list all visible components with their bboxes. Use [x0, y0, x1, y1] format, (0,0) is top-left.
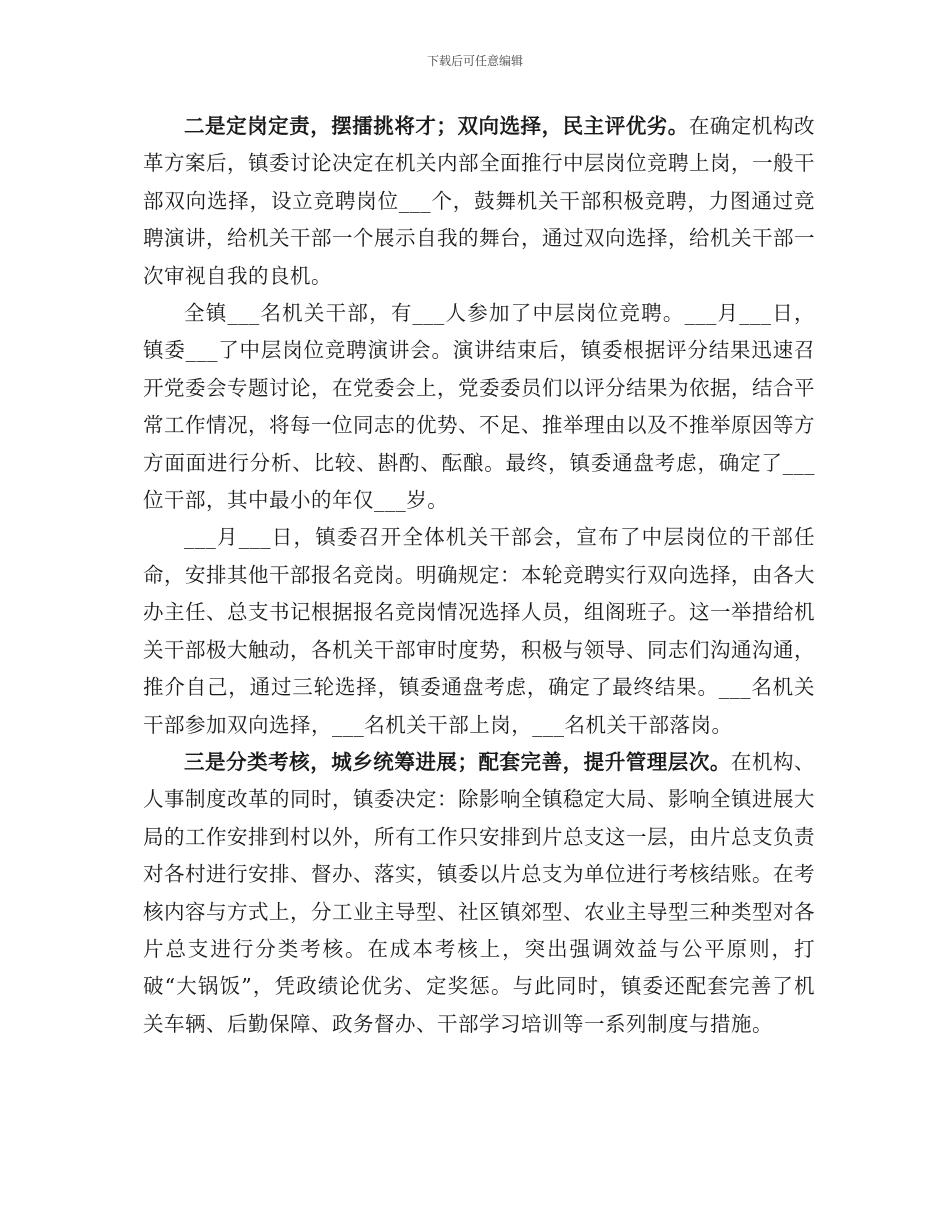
- paragraph-4-text: 在机构、人事制度改革的同时，镇委决定：除影响全镇稳定大局、影响全镇进展大局的工作安排到村以外，所有工作只安排到片总支这一层，由片总支负责对各村进行安排、督办、落实，镇委以片总支为单位进行考核结账。在考核内容与方式上，分工业主导型、社区镇郊型、农业主导型三种类型对各片总支进行分类考核。在成本考核上，突出强调效益与公平原则，打破“大锅饭”，凭政绩论优劣、定奖惩。与此同时，镇委还配套完善了机关车辆、后勤保障、政务督办、干部学习培训等一系列制度与措施。: [143, 749, 816, 1036]
- page-header-note: 下载后可任意编辑: [426, 54, 523, 68]
- paragraph-2-text: 全镇___名机关干部，有___人参加了中层岗位竞聘。___月___日，镇委___了中层岗位竞聘演讲会。演讲结束后，镇委根据评分结果迅速召开党委会专题讨论，在党委会上，党委委员们以评分结果为依据，结合平常工作情况，将每一位同志的优势、不足、推举理由以及不推举原因等方方面面进行分析、比较、斟酌、酝酿。最终，镇委通盘考虑，确定了___位干部，其中最小的年仅___岁。: [143, 301, 815, 513]
- paragraph-3: [143, 519, 815, 743]
- paragraph-3-text: ___月___日，镇委召开全体机关干部会，宣布了中层岗位的干部任命，安排其他干部报名竞岗。明确规定：本轮竞聘实行双向选择，由各大办主任、总支书记根据报名竞岗情况选择人员，组阁班子。这一举措给机关干部极大触动，各机关干部审时度势，积极与领导、同志们沟通沟通，推介自己，通过三轮选择，镇委通盘考虑，确定了最终结果。___名机关干部参加双向选择，___名机关干部上岗，___名机关干部落岗。: [143, 525, 815, 737]
- paragraph-1-text: 在确定机构改革方案后，镇委讨论决定在机关内部全面推行中层岗位竞聘上岗，一般干部双向选择，设立竞聘岗位___个，鼓舞机关干部积极竞聘，力图通过竞聘演讲，给机关干部一个展示自我的舞台，通过双向选择，给机关干部一次审视自我的良机。: [143, 114, 816, 288]
- document-body: [143, 108, 815, 1043]
- paragraph-4-lead: 三是分类考核，城乡统筹进展；配套完善，提升管理层次。: [184, 749, 731, 774]
- paragraph-4: [143, 744, 815, 1043]
- paragraph-1-lead: 二是定岗定责，摆擂挑将才；双向选择，民主评优劣。: [184, 114, 689, 138]
- paragraph-1: [143, 108, 815, 295]
- paragraph-2: [143, 295, 815, 519]
